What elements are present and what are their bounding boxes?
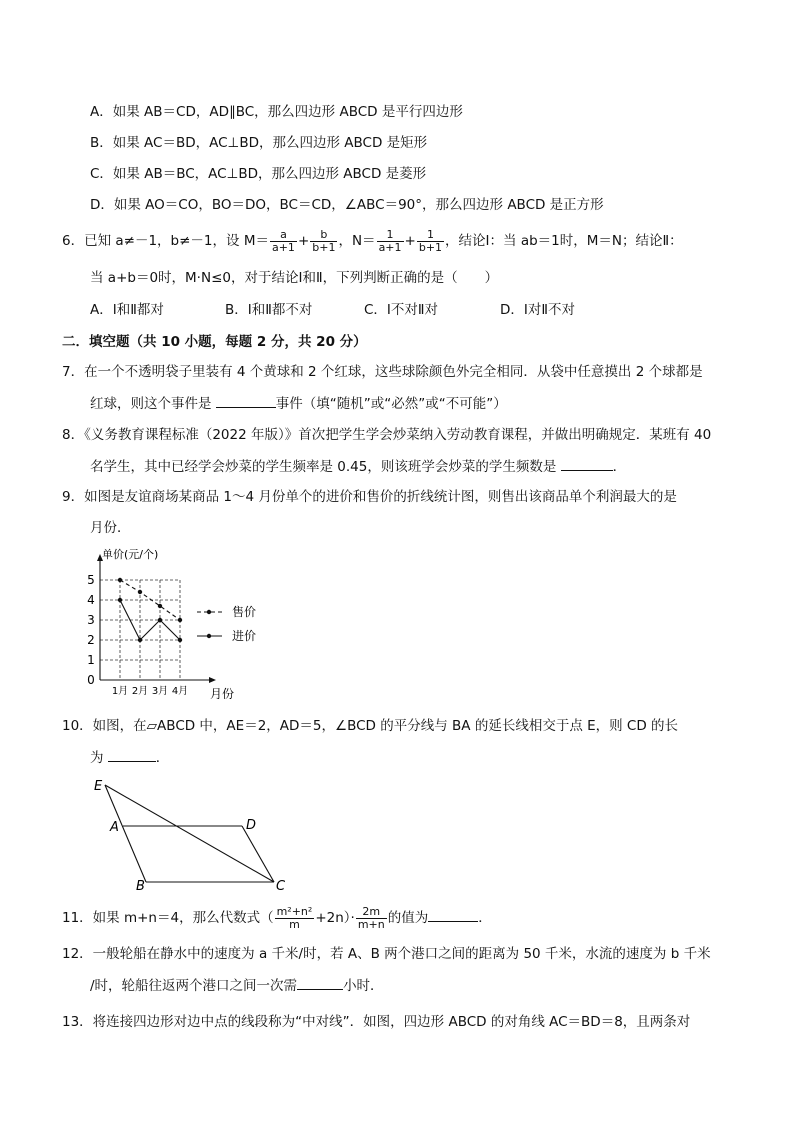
q11-frac2-den: m+n — [357, 917, 385, 931]
q11-frac1-num: m²+n² — [276, 904, 313, 918]
data-point — [138, 638, 142, 642]
q6-fraction-2 — [310, 229, 337, 254]
label-a: A — [110, 820, 119, 835]
data-point — [138, 590, 142, 594]
q6-fraction-3 — [377, 229, 404, 254]
q8-line-2 — [90, 456, 626, 477]
q6-frac2-num: b — [310, 229, 337, 242]
q12-line-1: 12．一般轮船在静水中的速度为 a 千米/时，若 A、B 两个港口之间的距离为 50 千米，水流的速度为 b 千米 — [62, 946, 711, 962]
q12-text-b: 小时． — [343, 978, 384, 994]
q6-option-a: A．Ⅰ和Ⅱ都对 — [90, 302, 164, 318]
x-axis-label: 月份 — [210, 687, 235, 701]
q6-option-d: D．Ⅰ对Ⅱ不对 — [500, 302, 576, 318]
q6-frac4-den: b+1 — [418, 240, 443, 254]
q11-frac2-num: 2m — [356, 906, 387, 919]
legend-label: 进价 — [232, 629, 257, 643]
x-tick-label: 2月 — [131, 686, 149, 697]
data-point — [158, 618, 162, 622]
q5-option-c: C．如果 AB＝BC，AC⊥BD，那么四边形 ABCD 是菱形 — [90, 166, 427, 182]
data-point — [178, 618, 182, 622]
x-tick-label: 3月 — [151, 686, 169, 697]
x-axis-arrow — [209, 677, 216, 683]
y-tick-label: 3 — [87, 613, 95, 627]
q6-frac3-den: a+1 — [378, 240, 402, 254]
q5-option-a: A．如果 AB＝CD，AD∥BC，那么四边形 ABCD 是平行四边形 — [90, 104, 463, 120]
q11-text-2: +2n）· — [315, 910, 355, 926]
q8-answer-blank[interactable] — [561, 456, 613, 471]
q12-line-2 — [90, 975, 384, 996]
y-tick-label: 2 — [87, 633, 95, 647]
q6-frac1-den: a+1 — [271, 240, 295, 254]
q11-text-4: ． — [478, 910, 492, 926]
label-b: B — [136, 879, 145, 894]
q6-fraction-1 — [270, 229, 297, 254]
q6-text-1: 6．已知 a≠－1，b≠－1，设 M＝ — [62, 233, 269, 249]
q6-option-b: B．Ⅰ和Ⅱ都不对 — [225, 302, 313, 318]
x-tick-label: 1月 — [111, 686, 129, 697]
q10-answer-blank[interactable] — [108, 747, 156, 762]
segment-d-c — [242, 826, 274, 882]
q10-text-b: ． — [155, 750, 170, 766]
q11-frac1-den: m — [289, 917, 300, 931]
q9-line-2: 月份． — [90, 520, 131, 536]
q13-line-1: 13．将连接四边形对边中点的线段称为“中对线”．如图，四边形 ABCD 的对角线 AC＝BD＝8，且两条对 — [62, 1014, 691, 1030]
legend-marker — [207, 634, 211, 638]
q12-text-a: /时，轮船往返两个港口之间一次需 — [90, 978, 298, 994]
q11-line — [62, 904, 492, 932]
q5-option-d: D．如果 AO＝CO，BO＝DO，BC＝CD，∠ABC＝90°，那么四边形 ABCD 是正方形 — [90, 197, 604, 213]
q8-text-b: ． — [612, 459, 627, 475]
data-point — [118, 598, 122, 602]
q7-text-a: 红球，则这个事件是 — [90, 396, 212, 412]
q10-text-a: 为 — [90, 750, 104, 766]
q11-fraction-1 — [275, 906, 315, 931]
segment-e-c — [105, 785, 274, 882]
q6-option-c: C．Ⅰ不对Ⅱ对 — [364, 302, 439, 318]
legend-marker — [207, 610, 211, 614]
q6-frac2-den: b+1 — [312, 240, 336, 254]
y-tick-label: 4 — [87, 593, 95, 607]
y-tick-label: 5 — [87, 573, 95, 587]
q11-text-3: 的值为 — [387, 910, 429, 926]
q10-line-1: 10．如图，在▱ABCD 中，AE＝2，AD＝5，∠BCD 的平分线与 BA 的延长线相交于点 E，则 CD 的长 — [62, 718, 679, 734]
q8-text-a: 名学生，其中已经学会炒菜的学生频率是 0.45，则该班学会炒菜的学生频数是 — [90, 459, 557, 475]
parallelogram-figure — [88, 774, 298, 894]
q11-text-1: 11．如果 m+n＝4，那么代数式（ — [62, 910, 274, 926]
price-line-chart — [82, 544, 282, 704]
q7-line-2 — [90, 393, 507, 414]
q7-answer-blank[interactable] — [216, 393, 276, 408]
section-2-heading: 二．填空题（共 10 小题，每题 2 分，共 20 分） — [62, 334, 367, 350]
x-tick-label: 4月 — [171, 686, 189, 697]
q12-answer-blank[interactable] — [297, 975, 343, 990]
q6-text-3: ，结论Ⅰ：当 ab＝1时，M＝N；结论Ⅱ： — [445, 233, 683, 249]
q11-fraction-2 — [356, 906, 387, 931]
q6-text-2: ，N＝ — [338, 233, 376, 249]
data-point — [158, 604, 162, 608]
q6-plus-2: + — [404, 233, 416, 249]
q11-answer-blank[interactable] — [428, 907, 478, 922]
y-tick-label: 1 — [87, 653, 95, 667]
label-c: C — [276, 879, 286, 894]
label-d: D — [246, 818, 257, 833]
q6-frac3-num: 1 — [377, 229, 404, 242]
q10-line-2 — [90, 747, 169, 768]
q7-line-1: 7．在一个不透明袋子里装有 4 个黄球和 2 个红球，这些球除颜色外完全相同．从袋中任意摸出 2 个球都是 — [62, 364, 703, 380]
q6-line-1 — [62, 228, 683, 254]
q6-frac4-num: 1 — [417, 229, 444, 242]
y-tick-label: 0 — [87, 673, 95, 687]
label-e: E — [94, 779, 103, 794]
data-point — [178, 638, 182, 642]
data-point — [118, 578, 122, 582]
q5-option-b: B．如果 AC＝BD，AC⊥BD，那么四边形 ABCD 是矩形 — [90, 135, 428, 151]
legend-label: 售价 — [232, 605, 257, 619]
q6-plus-1: + — [297, 233, 310, 249]
q6-fraction-4 — [417, 229, 444, 254]
q9-line-1: 9．如图是友谊商场某商品 1～4 月份单个的进价和售价的折线统计图，则售出该商品单个利润最大的是 — [62, 489, 677, 505]
y-axis-label: 单价(元/个) — [102, 548, 159, 561]
q6-line-2: 当 a+b＝0时，M·N≤0，对于结论Ⅰ和Ⅱ，下列判断正确的是（ ） — [90, 270, 499, 286]
q8-line-1: 8．《义务教育课程标准（2022 年版）》首次把学生学会炒菜纳入劳动教育课程，并做出明确规定．某班有 40 — [62, 427, 712, 443]
q6-frac1-num: a — [270, 229, 297, 242]
q7-text-b: 事件（填“随机”或“必然”或“不可能”） — [275, 396, 507, 412]
